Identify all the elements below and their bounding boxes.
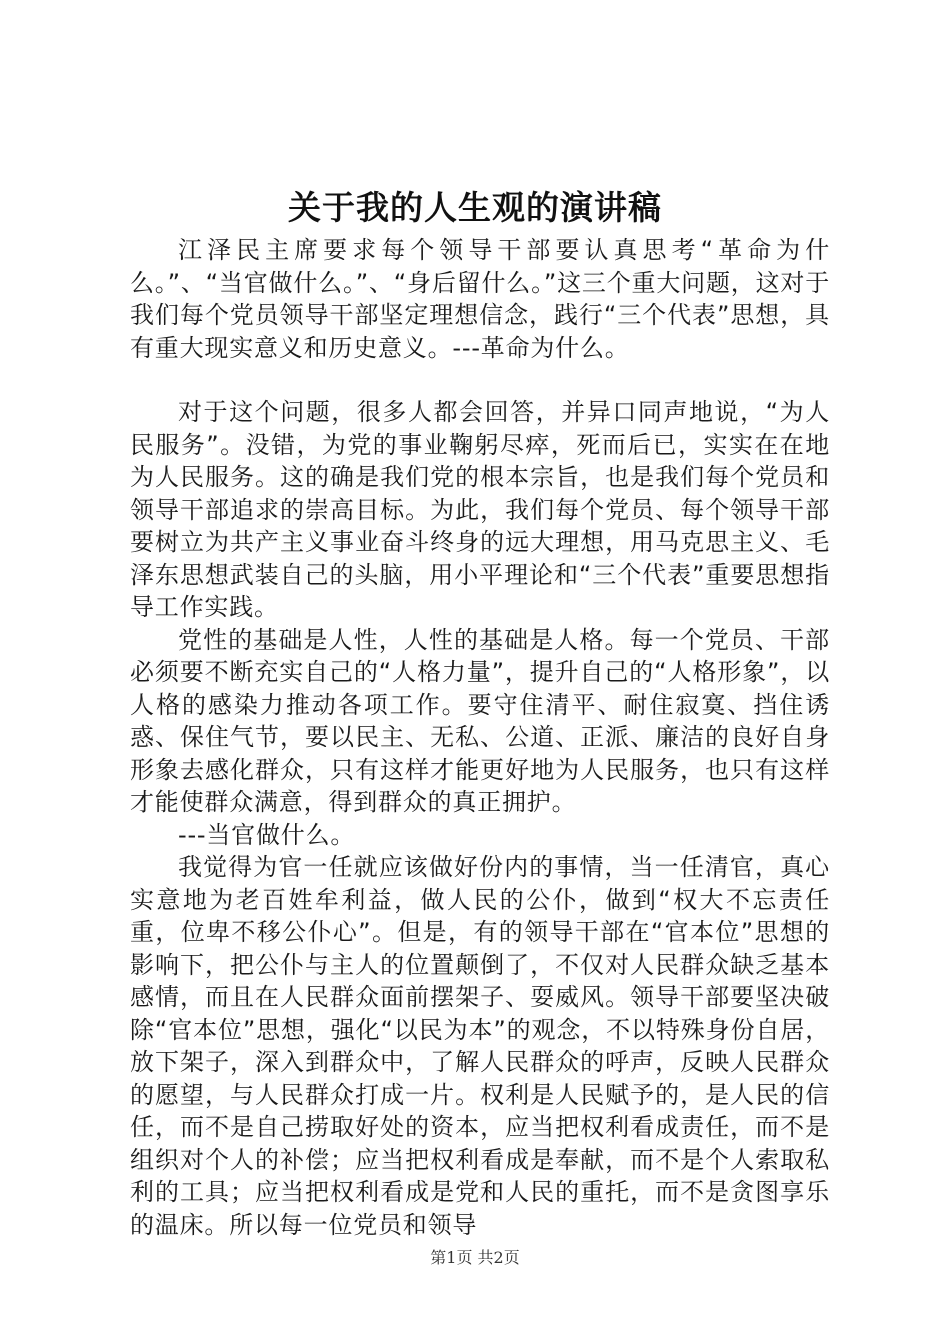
paragraph: 我觉得为官一任就应该做好份内的事情，当一任清官，真心实意地为老百姓牟利益，做人民的公仆，做到“权大不忘责任重，位卑不移公仆心”。但是，有的领导干部在“官本位”思想的影响下，把公仆与主人的位置颠倒了，不仅对人民群众缺乏基本感情，而且在人民群众面前摆架子、耍威风。领导干部要坚决破除“官本位”思想，强化“以民为本”的观念，不以特殊身份自居，放下架子，深入到群众中，了解人民群众的呼声，反映人民群众的愿望，与人民群众打成一片。权利是人民赋予的，是人民的信任，而不是自己捞取好处的资本，应当把权利看成责任，而不是组织对个人的补偿；应当把权利看成是奉献，而不是个人索取私利的工具；应当把权利看成是党和人民的重托，而不是贪图享乐的温床。所以每一位党员和领导 (130, 853, 830, 1239)
page-footer: 第1页 共2页 (430, 1248, 520, 1267)
document-title: 关于我的人生观的演讲稿 (288, 188, 662, 227)
paragraph: 党性的基础是人性，人性的基础是人格。每一个党员、干部必须要不断充实自己的“人格力量”，提升自己的“人格形象”，以人格的感染力推动各项工作。要守住清平、耐住寂寞、挡住诱惑、保住气节，要以民主、无私、公道、正派、廉洁的良好自身形象去感化群众，只有这样才能更好地为人民服务，也只有这样才能使群众满意，得到群众的真正拥护。 (130, 625, 830, 816)
section-heading: ---当官做什么。 (178, 820, 356, 849)
paragraph: 对于这个问题，很多人都会回答，并异口同声地说，“为人民服务”。没错，为党的事业鞠躬尽瘁，死而后已，实实在在地为人民服务。这的确是我们党的根本宗旨，也是我们每个党员和领导干部追求的崇高目标。为此，我们每个党员、每个领导干部要树立为共产主义事业奋斗终身的远大理想，用马克思主义、毛泽东思想武装自己的头脑，用小平理论和“三个代表”重要思想指导工作实践。 (130, 398, 830, 621)
document-body (130, 234, 830, 1241)
paragraph: 江泽民主席要求每个领导干部要认真思考“革命为什么。”、“当官做什么。”、“身后留什么。”这三个重大问题，这对于我们每个党员领导干部坚定理想信念，践行“三个代表”思想，具有重大现实意义和历史意义。---革命为什么。 (130, 236, 830, 362)
